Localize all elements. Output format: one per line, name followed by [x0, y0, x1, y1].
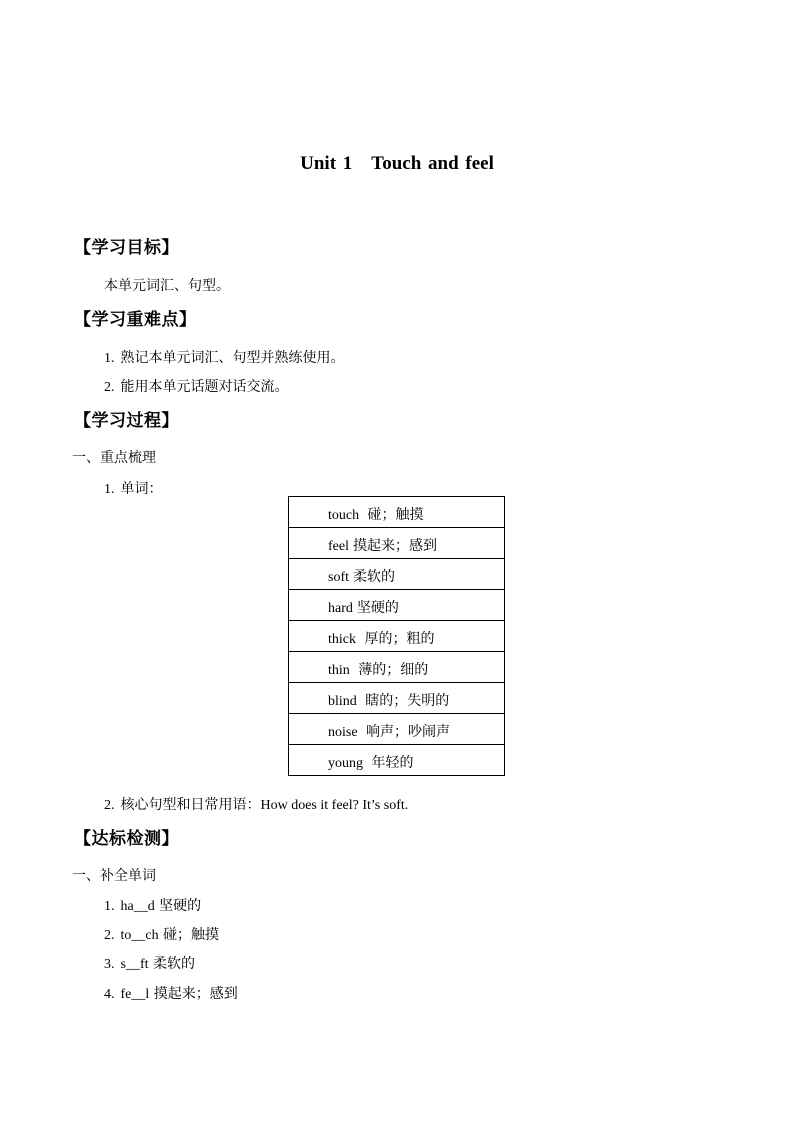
vocab-cell [289, 652, 505, 683]
item-number: 1. [104, 482, 115, 497]
check-heading: 【达标检测】 [74, 829, 179, 849]
exercise-meaning: 柔软的 [152, 956, 195, 972]
vocab-word: blind [328, 694, 357, 709]
table-row [289, 652, 505, 683]
exercise-item [104, 953, 195, 973]
exercise-word: to__ch [120, 928, 159, 943]
item-text: 单词： [120, 481, 163, 497]
item-number: 3. [104, 957, 115, 972]
item-number: 2. [104, 928, 115, 943]
process-sub-heading: 一、重点梳理 [72, 450, 156, 466]
vocab-word: thin [328, 663, 350, 678]
table-row [289, 590, 505, 621]
vocab-meaning: 响声；吵闹声 [361, 724, 451, 740]
exercise-word: s__ft [120, 957, 149, 972]
vocab-cell [289, 621, 505, 652]
vocab-cell [289, 559, 505, 590]
item-number: 1. [104, 899, 115, 914]
vocab-word: soft [328, 570, 349, 585]
vocab-meaning: 厚的；粗的 [360, 631, 435, 647]
exercise-word: fe__l [120, 987, 150, 1002]
vocab-word: feel [328, 539, 349, 554]
vocab-meaning: 瞎的；失明的 [360, 693, 450, 709]
vocab-item-label [104, 478, 163, 498]
key-point-item [104, 376, 289, 396]
vocab-word: thick [328, 632, 356, 647]
vocab-meaning: 摸起来；感到 [352, 538, 437, 554]
check-sub-heading: 一、补全单词 [72, 868, 156, 884]
vocab-meaning: 年轻的 [367, 755, 414, 771]
vocab-word: touch [328, 508, 360, 523]
vocab-word: young [328, 756, 363, 771]
table-row [289, 497, 505, 528]
vocab-meaning: 柔软的 [353, 569, 395, 585]
table-row [289, 559, 505, 590]
vocab-word: noise [328, 725, 358, 740]
vocab-cell [289, 590, 505, 621]
item-number: 2. [104, 798, 115, 813]
table-row [289, 621, 505, 652]
item-label: 核心句型和日常用语： [120, 797, 261, 813]
exercise-meaning: 碰；触摸 [163, 927, 220, 943]
exercise-meaning: 摸起来；感到 [153, 986, 238, 1002]
vocab-cell [289, 497, 505, 528]
table-row [289, 714, 505, 745]
sentence-pattern-item [104, 794, 408, 814]
table-row [289, 528, 505, 559]
key-point-item [104, 347, 345, 367]
item-number: 4. [104, 987, 115, 1002]
exercise-word: ha__d [120, 899, 155, 914]
exercise-item [104, 983, 238, 1003]
exercise-item [104, 895, 201, 915]
item-number: 1. [104, 351, 115, 366]
vocab-meaning: 坚硬的 [356, 600, 399, 616]
vocab-table [288, 496, 505, 776]
vocab-cell [289, 528, 505, 559]
vocab-meaning: 碰；触摸 [363, 507, 424, 523]
vocab-cell [289, 745, 505, 776]
item-number: 2. [104, 380, 115, 395]
item-text: 熟记本单元词汇、句型并熟练使用。 [120, 350, 345, 366]
table-row [289, 683, 505, 714]
item-text: How does it feel? It’s soft. [260, 798, 409, 813]
exercise-meaning: 坚硬的 [159, 898, 202, 914]
objectives-heading: 【学习目标】 [74, 238, 179, 258]
vocab-word: hard [328, 601, 353, 616]
exercise-item [104, 924, 219, 944]
vocab-cell [289, 714, 505, 745]
page-title: Unit 1 Touch and feel [300, 153, 494, 174]
key-points-heading: 【学习重难点】 [74, 310, 197, 330]
table-row [289, 745, 505, 776]
vocab-meaning: 薄的；细的 [353, 662, 429, 678]
process-heading: 【学习过程】 [74, 411, 179, 431]
vocab-cell [289, 683, 505, 714]
objectives-text: 本单元词汇、句型。 [104, 278, 230, 294]
item-text: 能用本单元话题对话交流。 [120, 379, 289, 395]
